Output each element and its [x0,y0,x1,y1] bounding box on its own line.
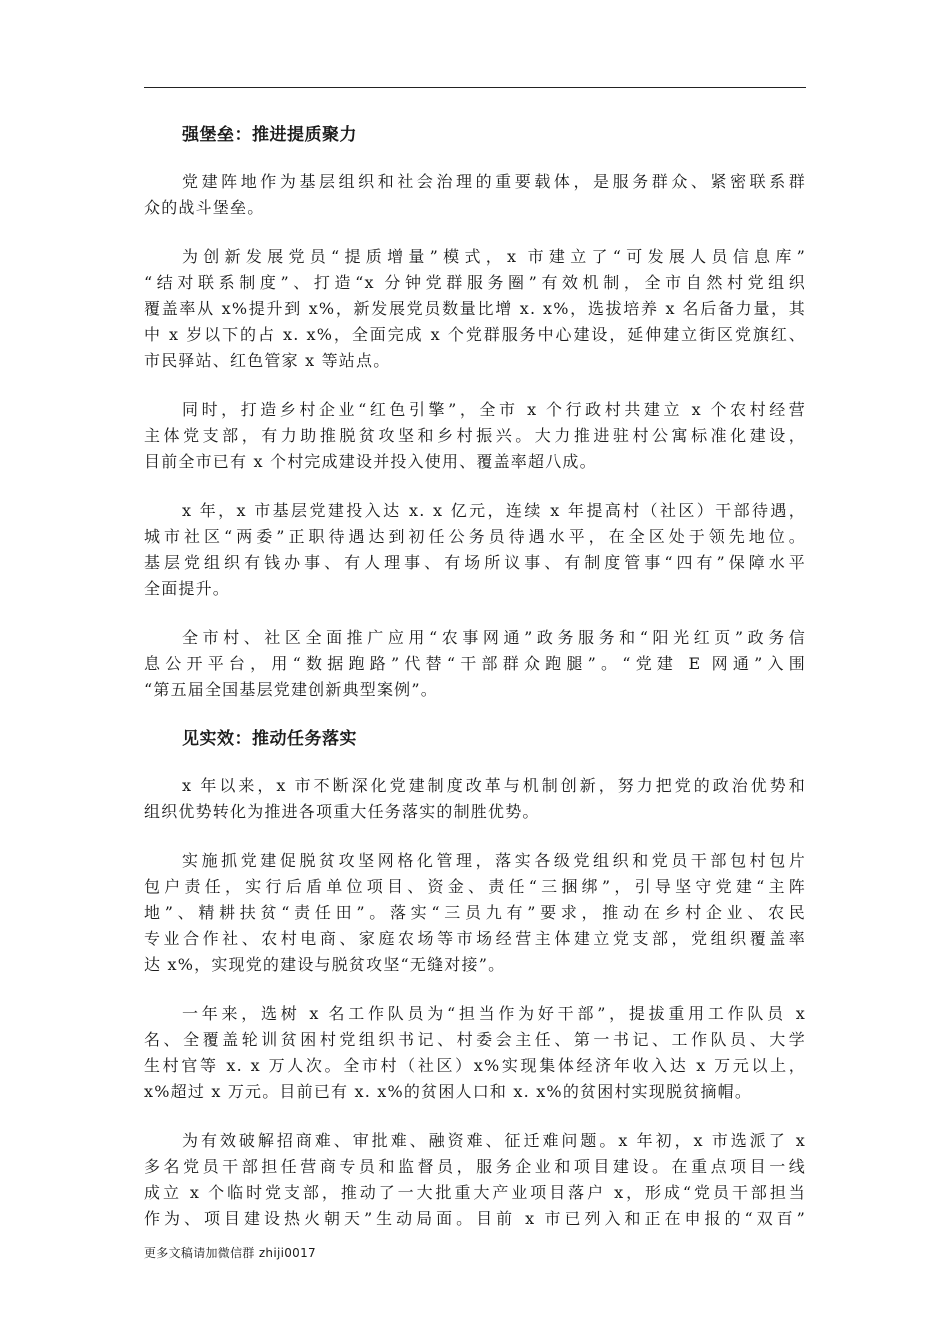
text-line: 专业合作社、农村电商、家庭农场等市场经营主体建立党支部，党组织覆盖率 [144,929,806,948]
text-line: 主体党支部，有力助推脱贫攻坚和乡村振兴。大力推进驻村公寓标准化建设， [144,426,806,445]
text-line: 党建阵地作为基层组织和社会治理的重要载体，是服务群众、紧密联系群 [182,172,806,191]
text-line: 作为、项目建设热火朝天”生动局面。目前 x 市已列入和正在申报的“双百” [144,1209,806,1228]
text-line: 息公开平台，用“数据跑路”代替“干部群众跑腿”。“党建 E 网通”入围 [144,654,806,673]
paragraph [144,498,806,602]
text-line: 为创新发展党员“提质增量”模式，x 市建立了“可发展人员信息库” [182,247,806,266]
paragraph [144,1001,806,1105]
text-line: 名、全覆盖轮训贫困村党组织书记、村委会主任、第一书记、工作队员、大学 [144,1030,806,1049]
section-2 [144,726,806,1232]
text-line: “第五届全国基层党建创新典型案例”。 [144,680,438,699]
text-line: x 年，x 市基层党建投入达 x. x 亿元，连续 x 年提高村（社区）干部待遇， [182,501,806,520]
text-line: 城市社区“两委”正职待遇达到初任公务员待遇水平，在全区处于领先地位。 [144,527,806,546]
paragraph [144,397,806,475]
document-body [144,122,806,1255]
text-line: 为有效破解招商难、审批难、融资难、征迁难问题。x 年初，x 市选派了 x [182,1131,806,1150]
text-line: 地”、精耕扶贫“责任田”。落实“三员九有”要求，推动在乡村企业、农民 [144,903,806,922]
paragraph [144,625,806,703]
text-line: 目前全市已有 x 个村完成建设并投入使用、覆盖率超八成。 [144,452,597,471]
footer-note: 更多文稿请加微信群 zhiji0017 [144,1246,316,1260]
paragraph [144,848,806,978]
text-line: 同时，打造乡村企业“红色引擎”，全市 x 个行政村共建立 x 个农村经营 [182,400,806,419]
text-line: 众的战斗堡垒。 [144,198,265,217]
paragraph [144,1128,806,1232]
text-line: 达 x%，实现党的建设与脱贫攻坚“无缝对接”。 [144,955,506,974]
section-heading: 见实效：推动任务落实 [182,729,357,749]
text-line: 生村官等 x. x 万人次。全市村（社区）x%实现集体经济年收入达 x 万元以上， [144,1056,806,1075]
text-line: 包户责任，实行后盾单位项目、资金、责任“三捆绑”，引导坚守党建“主阵 [144,877,806,896]
text-line: 实施抓党建促脱贫攻坚网格化管理，落实各级党组织和党员干部包村包片 [182,851,806,870]
header-rule [144,87,806,88]
text-line: 中 x 岁以下的占 x. x%，全面完成 x 个党群服务中心建设，延伸建立街区党旗红、 [144,325,806,344]
text-line: x 年以来，x 市不断深化党建制度改革与机制创新，努力把党的政治优势和 [182,776,806,795]
text-line: 组织优势转化为推进各项重大任务落实的制胜优势。 [144,802,540,821]
section-heading: 强堡垒：推进提质聚力 [182,125,357,145]
text-line: 一年来，选树 x 名工作队员为“担当作为好干部”，提拔重用工作队员 x [182,1004,806,1023]
paragraph [144,169,806,221]
text-line: 基层党组织有钱办事、有人理事、有场所议事、有制度管事“四有”保障水平 [144,553,806,572]
text-line: 多名党员干部担任营商专员和监督员，服务企业和项目建设。在重点项目一线 [144,1157,806,1176]
text-line: 成立 x 个临时党支部，推动了一大批重大产业项目落户 x，形成“党员干部担当 [144,1183,806,1202]
text-line: “结对联系制度”、打造“x 分钟党群服务圈”有效机制，全市自然村党组织 [144,273,806,292]
text-line: 市民驿站、红色管家 x 等站点。 [144,351,391,370]
section-1 [144,122,806,703]
text-line: 覆盖率从 x%提升到 x%，新发展党员数量比增 x. x%，选拔培养 x 名后备力量，其 [144,299,806,318]
paragraph [144,244,806,374]
text-line: 全市村、社区全面推广应用“农事网通”政务服务和“阳光红页”政务信 [182,628,806,647]
text-line: x%超过 x 万元。目前已有 x. x%的贫困人口和 x. x%的贫困村实现脱贫摘帽。 [144,1082,753,1101]
paragraph [144,773,806,825]
text-line: 全面提升。 [144,579,231,598]
